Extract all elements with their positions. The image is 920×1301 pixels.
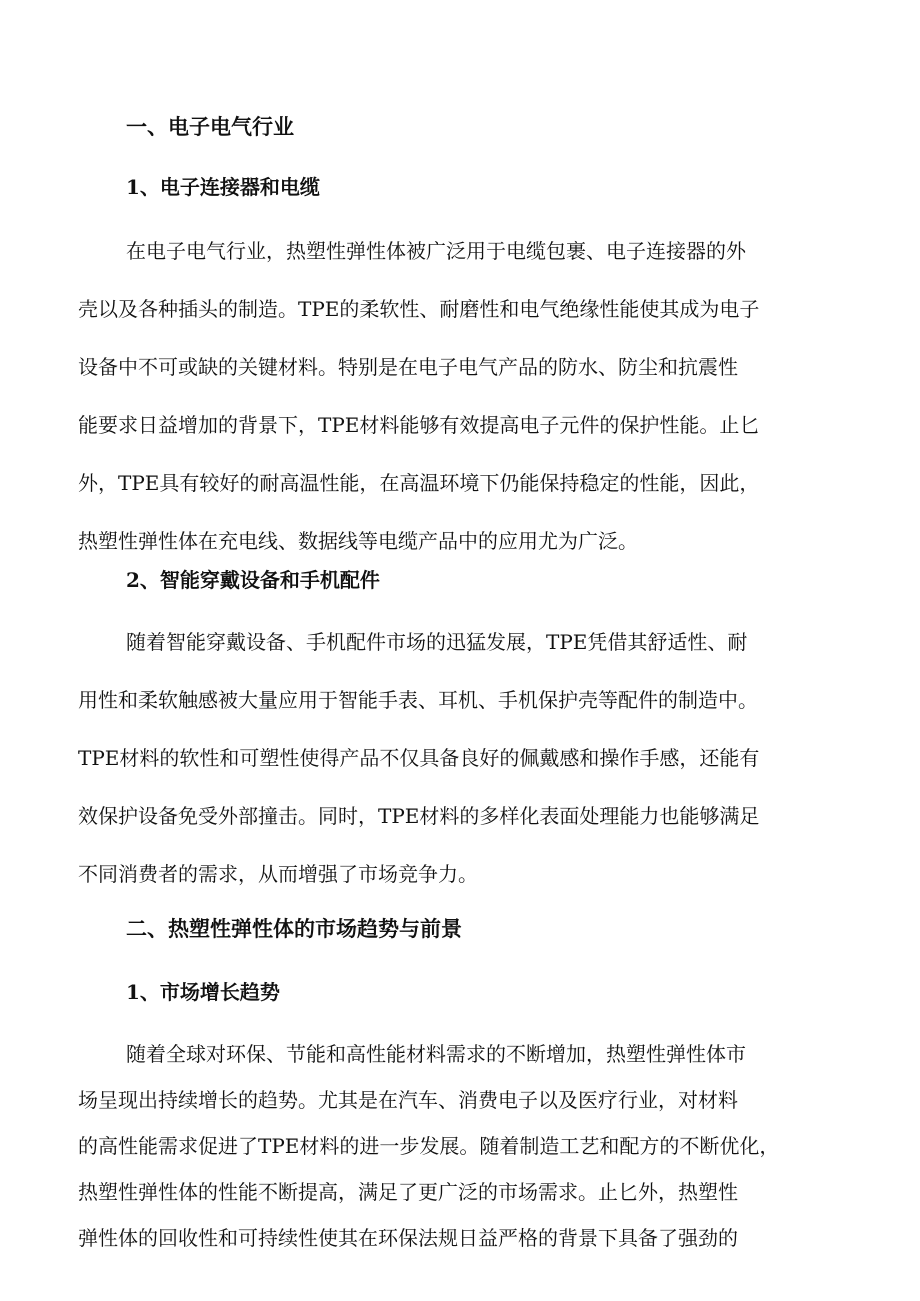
paragraph-line: TPE材料的软性和可塑性使得产品不仅具备良好的佩戴感和操作手感，还能有 (78, 746, 760, 770)
paragraph-line: 不同消费者的需求，从而增强了市场竞争力。 (78, 862, 478, 886)
subheading-wearables-accessories: 2、智能穿戴设备和手机配件 (126, 568, 380, 592)
paragraph-line: 用性和柔软触感被大量应用于智能手表、耳机、手机保护壳等配件的制造中。 (78, 688, 758, 712)
paragraph-line: 热塑性弹性体的性能不断提高，满足了更广泛的市场需求。止匕外，热塑性 (78, 1180, 738, 1204)
paragraph-market-growth (78, 1031, 846, 1261)
paragraph-line: 壳以及各种插头的制造。TPE的柔软性、耐磨性和电气绝缘性能使其成为电子 (78, 297, 760, 321)
paragraph-line: 场呈现出持续增长的趋势。尤其是在汽车、消费电子以及医疗行业，对材料 (78, 1088, 738, 1112)
paragraph-wearables-accessories (78, 613, 846, 903)
paragraph-line: 的高性能需求促进了TPE材料的进一步发展。随着制造工艺和配方的不断优化， (78, 1134, 780, 1158)
paragraph-line: 外，TPE具有较好的耐高温性能，在高温环境下仍能保持稳定的性能，因此， (78, 471, 760, 495)
subheading-connectors-cables: 1、电子连接器和电缆 (126, 175, 320, 199)
paragraph-line: 随着全球对环保、节能和高性能材料需求的不断增加，热塑性弹性体市 (126, 1042, 746, 1066)
section-heading-electronics: 一、电子电气行业 (126, 114, 294, 139)
paragraph-line: 在电子电气行业，热塑性弹性体被广泛用于电缆包裹、电子连接器的外 (126, 239, 746, 263)
section-heading-market-trends: 二、热塑性弹性体的市场趋势与前景 (126, 916, 462, 941)
paragraph-line: 设备中不可或缺的关键材料。特别是在电子电气产品的防水、防尘和抗震性 (78, 355, 738, 379)
subheading-market-growth: 1、市场增长趋势 (126, 980, 280, 1004)
paragraph-line: 热塑性弹性体在充电线、数据线等电缆产品中的应用尤为广泛。 (78, 529, 638, 553)
paragraph-line: 随着智能穿戴设备、手机配件市场的迅猛发展，TPE凭借其舒适性、耐 (126, 630, 748, 654)
paragraph-line: 能要求日益增加的背景下，TPE材料能够有效提高电子元件的保护性能。止匕 (78, 413, 760, 437)
paragraph-line: 弹性体的回收性和可持续性使其在环保法规日益严格的背景下具备了强劲的 (78, 1226, 738, 1250)
paragraph-line: 效保护设备免受外部撞击。同时，TPE材料的多样化表面处理能力也能够满足 (78, 804, 760, 828)
paragraph-connectors-cables (78, 222, 846, 570)
